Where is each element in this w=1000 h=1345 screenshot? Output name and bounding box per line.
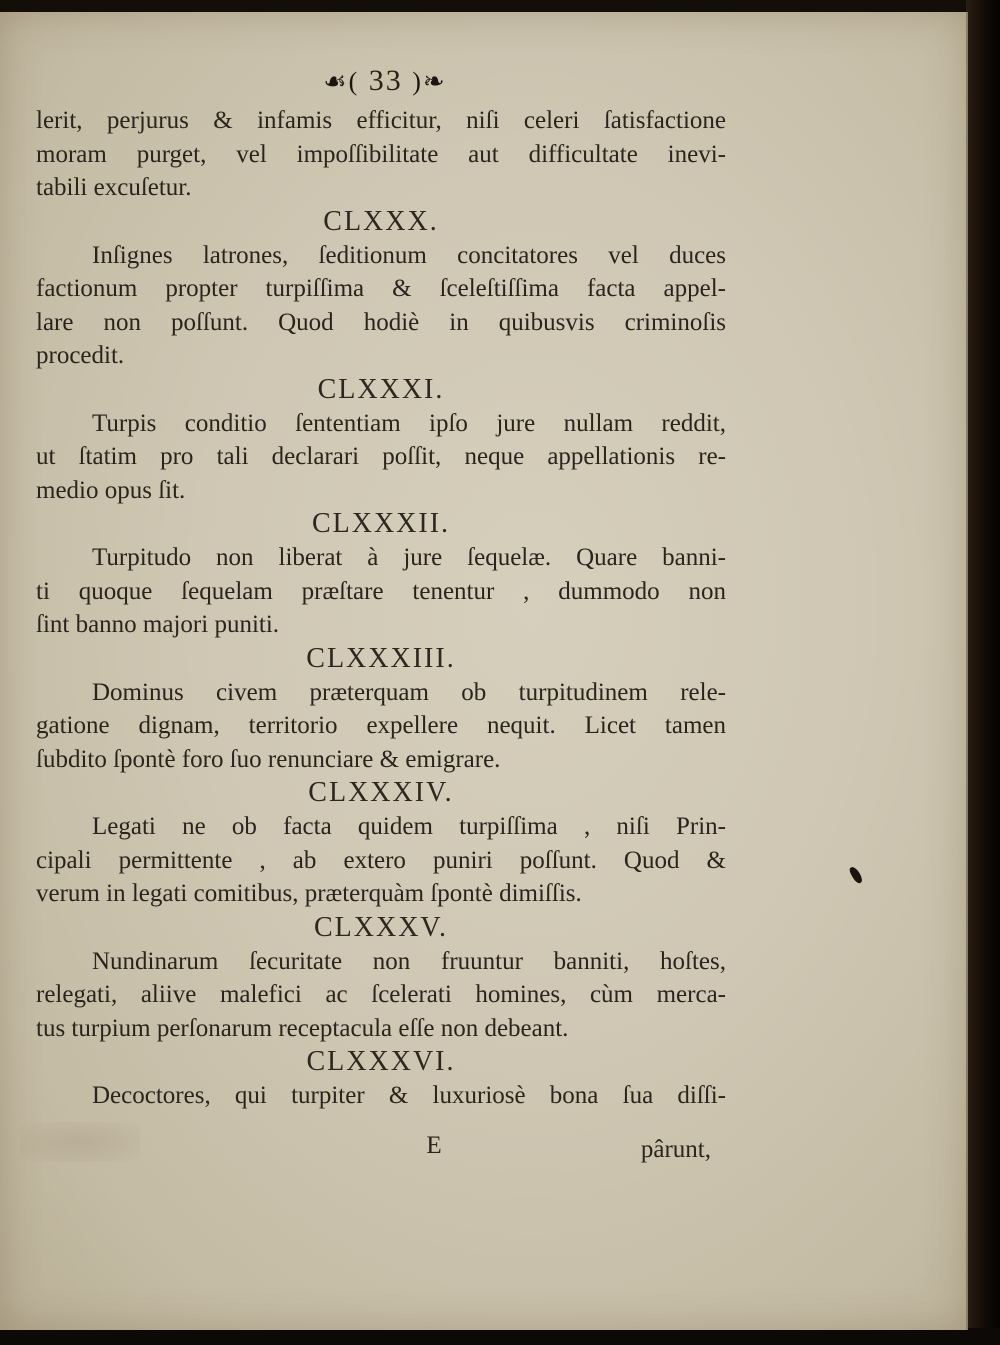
text-line: gatione dignam, territorio expellere nequit. Licet tamen [36, 712, 726, 739]
ink-blot [848, 865, 864, 885]
book-page [0, 12, 968, 1330]
section-heading: CLXXXII. [311, 508, 451, 539]
text-line: Turpis conditio ſententiam ipſo jure nullam reddit, [92, 409, 726, 437]
text-line: Legati ne ob facta quidem turpiſſima , niſi Prin- [92, 813, 726, 840]
left-ornament-icon: ☙( [323, 67, 360, 96]
text-line: lerit, perjurus & infamis efficitur, niſi celeri ſatisfactione [36, 107, 726, 134]
text-line: medio opus ſit. [36, 476, 186, 504]
section-heading: CLXXXVI. [306, 1046, 456, 1077]
text-line: lare non poſſunt. Quod hodiè in quibusvis criminoſis [36, 308, 726, 336]
section-heading: CLXXXIV. [308, 777, 454, 808]
page-number: 33 [368, 64, 403, 97]
section-heading: CLXXX. [323, 205, 439, 237]
text-line: Nundinarum ſecuritate non fruuntur banniti, hoſtes, [92, 947, 726, 975]
text-line: relegati, aliive malefici ac ſcelerati homines, cùm merca- [36, 981, 726, 1008]
text-line: Turpitudo non liberat à jure ſequelæ. Quare banni- [92, 544, 726, 571]
text-line: tabili excuſetur. [36, 174, 192, 201]
text-line: Decoctores, qui turpiter & luxuriosè bona ſua diſſi- [92, 1082, 726, 1109]
page-header [280, 64, 490, 98]
text-line: procedit. [36, 342, 125, 369]
text-line: ti quoque ſequelam præſtare tenentur , dummodo non [36, 577, 726, 605]
text-line: ut ſtatim pro tali declarari poſſit, neque appellationis re- [36, 443, 726, 470]
section-heading: CLXXXIII. [306, 642, 456, 674]
text-line: cipali permittente , ab extero puniri poſſunt. Quod & [36, 846, 726, 874]
page-body [36, 104, 726, 1113]
text-line: moram purget, vel impoſſibilitate aut difficultate inevi- [36, 140, 726, 168]
scan-frame-right [966, 0, 1000, 1345]
text-line: ſint banno majori puniti. [36, 611, 280, 638]
text-line: factionum propter turpiſſima & ſceleſtiſſima facta appel- [36, 275, 726, 302]
section-heading: CLXXXI. [317, 373, 445, 405]
paper-stain [20, 1122, 140, 1162]
right-ornament-icon: )❧ [412, 67, 447, 96]
text-line: Dominus civem præterquam ob turpitudinem rele- [92, 678, 726, 706]
catchword: pârunt, [640, 1136, 711, 1163]
section-heading: CLXXXV. [313, 911, 449, 943]
text-line: verum in legati comitibus, præterquàm ſpontè dimiſſis. [36, 880, 582, 907]
text-line: tus turpium perſonarum receptacula eſſe non debeant. [36, 1014, 569, 1042]
text-line: ſubdito ſpontè foro ſuo renunciare & emigrare. [36, 745, 501, 773]
text-line: Inſignes latrones, ſeditionum concitatores vel duces [92, 241, 726, 269]
scan-frame-bottom [0, 1328, 1000, 1345]
signature-mark: E [426, 1132, 442, 1159]
